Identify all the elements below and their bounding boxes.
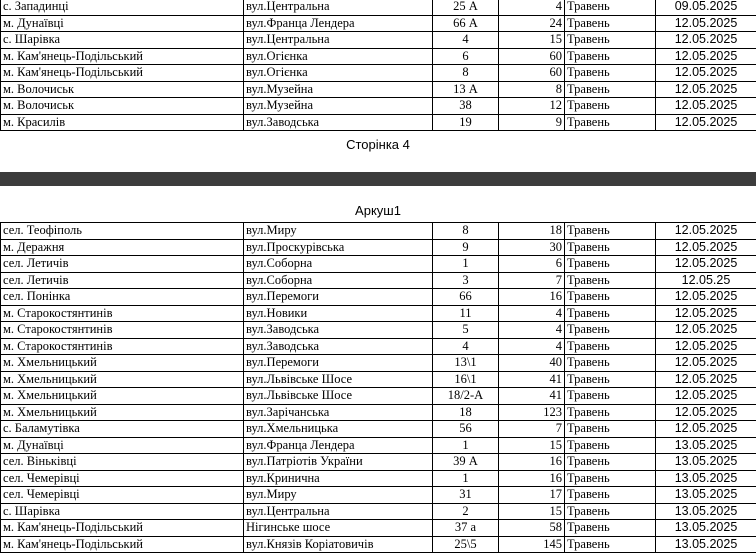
street-cell: вул.Соборна (244, 272, 433, 289)
apartment-cell: 60 (499, 48, 565, 65)
settlement-cell: м. Хмельницький (1, 404, 244, 421)
month-cell: Травень (565, 81, 656, 98)
month-cell: Травень (565, 487, 656, 504)
date-cell: 12.05.2025 (656, 256, 756, 273)
apartment-cell: 30 (499, 239, 565, 256)
settlement-cell: м. Кам'янець-Подільський (1, 65, 244, 82)
street-cell: вул.Огієнка (244, 65, 433, 82)
date-cell: 12.05.2025 (656, 388, 756, 405)
table-row (1, 98, 756, 115)
date-cell: 12.05.2025 (656, 239, 756, 256)
month-cell: Травень (565, 256, 656, 273)
date-cell: 12.05.2025 (656, 421, 756, 438)
table-row (1, 454, 756, 471)
street-cell: вул.Заводська (244, 114, 433, 131)
table-bottom (0, 222, 756, 553)
month-cell: Травень (565, 371, 656, 388)
street-cell: вул.Франца Лендера (244, 437, 433, 454)
date-cell: 12.05.2025 (656, 15, 756, 32)
month-cell: Травень (565, 223, 656, 240)
house-cell: 38 (433, 98, 499, 115)
date-cell: 12.05.2025 (656, 338, 756, 355)
house-cell: 8 (433, 65, 499, 82)
month-cell: Травень (565, 520, 656, 537)
apartment-cell: 40 (499, 355, 565, 372)
month-cell: Травень (565, 48, 656, 65)
settlement-cell: сел. Летичів (1, 256, 244, 273)
date-cell: 12.05.2025 (656, 32, 756, 49)
settlement-cell: сел. Теофіполь (1, 223, 244, 240)
street-cell: вул.Соборна (244, 256, 433, 273)
apartment-cell: 16 (499, 289, 565, 306)
page-top (0, 0, 756, 131)
table-row (1, 65, 756, 82)
date-cell: 13.05.2025 (656, 536, 756, 553)
apartment-cell: 145 (499, 536, 565, 553)
settlement-cell: м. Красилів (1, 114, 244, 131)
date-cell: 12.05.25 (656, 272, 756, 289)
street-cell: вул.Львівське Шосе (244, 388, 433, 405)
date-cell: 12.05.2025 (656, 289, 756, 306)
house-cell: 66 А (433, 15, 499, 32)
month-cell: Травень (565, 470, 656, 487)
table-row (1, 437, 756, 454)
house-cell: 8 (433, 223, 499, 240)
date-cell: 12.05.2025 (656, 48, 756, 65)
street-cell: Нігинське шосе (244, 520, 433, 537)
street-cell: вул.Заводська (244, 322, 433, 339)
table-row (1, 487, 756, 504)
street-cell: вул.Новики (244, 305, 433, 322)
table-row (1, 338, 756, 355)
house-cell: 31 (433, 487, 499, 504)
month-cell: Травень (565, 98, 656, 115)
apartment-cell: 41 (499, 388, 565, 405)
settlement-cell: с. Баламутівка (1, 421, 244, 438)
date-cell: 12.05.2025 (656, 65, 756, 82)
month-cell: Травень (565, 305, 656, 322)
table-row (1, 256, 756, 273)
table-row (1, 536, 756, 553)
date-cell: 13.05.2025 (656, 487, 756, 504)
apartment-cell: 41 (499, 371, 565, 388)
apartment-cell: 18 (499, 223, 565, 240)
apartment-cell: 8 (499, 81, 565, 98)
sheet-title: Аркуш1 (355, 203, 401, 218)
settlement-cell: м. Кам'янець-Подільський (1, 536, 244, 553)
table-row (1, 81, 756, 98)
settlement-cell: м. Кам'янець-Подільський (1, 520, 244, 537)
settlement-cell: с. Западинці (1, 0, 244, 15)
table-row (1, 289, 756, 306)
table-row (1, 421, 756, 438)
settlement-cell: м. Хмельницький (1, 388, 244, 405)
month-cell: Травень (565, 355, 656, 372)
house-cell: 16\1 (433, 371, 499, 388)
date-cell: 09.05.2025 (656, 0, 756, 15)
house-cell: 2 (433, 503, 499, 520)
house-cell: 25 А (433, 0, 499, 15)
table-row (1, 322, 756, 339)
month-cell: Травень (565, 0, 656, 15)
settlement-cell: м. Волочиськ (1, 81, 244, 98)
settlement-cell: с. Шарівка (1, 32, 244, 49)
month-cell: Травень (565, 322, 656, 339)
date-cell: 12.05.2025 (656, 114, 756, 131)
settlement-cell: сел. Чемерівці (1, 487, 244, 504)
month-cell: Травень (565, 289, 656, 306)
street-cell: вул.Проскурівська (244, 239, 433, 256)
apartment-cell: 58 (499, 520, 565, 537)
house-cell: 25\5 (433, 536, 499, 553)
house-cell: 18 (433, 404, 499, 421)
street-cell: вул.Огієнка (244, 48, 433, 65)
street-cell: вул.Центральна (244, 32, 433, 49)
month-cell: Травень (565, 272, 656, 289)
date-cell: 12.05.2025 (656, 322, 756, 339)
month-cell: Травень (565, 388, 656, 405)
street-cell: вул.Музейна (244, 81, 433, 98)
settlement-cell: м. Волочиськ (1, 98, 244, 115)
house-cell: 66 (433, 289, 499, 306)
street-cell: вул.Перемоги (244, 289, 433, 306)
street-cell: вул.Кринична (244, 470, 433, 487)
apartment-cell: 60 (499, 65, 565, 82)
house-cell: 5 (433, 322, 499, 339)
date-cell: 12.05.2025 (656, 98, 756, 115)
apartment-cell: 4 (499, 305, 565, 322)
table-row (1, 470, 756, 487)
table-row (1, 503, 756, 520)
date-cell: 12.05.2025 (656, 404, 756, 421)
month-cell: Травень (565, 454, 656, 471)
date-cell: 12.05.2025 (656, 355, 756, 372)
settlement-cell: м. Старокостянтинів (1, 305, 244, 322)
house-cell: 1 (433, 256, 499, 273)
table-row (1, 520, 756, 537)
apartment-cell: 6 (499, 256, 565, 273)
month-cell: Травень (565, 503, 656, 520)
settlement-cell: сел. Летичів (1, 272, 244, 289)
house-cell: 9 (433, 239, 499, 256)
month-cell: Травень (565, 65, 656, 82)
table-row (1, 305, 756, 322)
settlement-cell: сел. Чемерівці (1, 470, 244, 487)
page-separator (0, 172, 756, 186)
page-bottom (0, 222, 756, 553)
table-row (1, 0, 756, 15)
settlement-cell: м. Старокостянтинів (1, 338, 244, 355)
date-cell: 13.05.2025 (656, 503, 756, 520)
apartment-cell: 4 (499, 338, 565, 355)
table-row (1, 114, 756, 131)
house-cell: 1 (433, 470, 499, 487)
apartment-cell: 16 (499, 470, 565, 487)
settlement-cell: сел. Віньківці (1, 454, 244, 471)
apartment-cell: 7 (499, 421, 565, 438)
house-cell: 4 (433, 32, 499, 49)
house-cell: 13\1 (433, 355, 499, 372)
date-cell: 12.05.2025 (656, 223, 756, 240)
month-cell: Травень (565, 32, 656, 49)
table-top (0, 0, 756, 131)
street-cell: вул.Центральна (244, 0, 433, 15)
settlement-cell: м. Старокостянтинів (1, 322, 244, 339)
apartment-cell: 16 (499, 454, 565, 471)
street-cell: вул.Миру (244, 223, 433, 240)
table-row (1, 355, 756, 372)
street-cell: вул.Львівське Шосе (244, 371, 433, 388)
street-cell: вул.Зарічанська (244, 404, 433, 421)
table-row (1, 223, 756, 240)
apartment-cell: 7 (499, 272, 565, 289)
apartment-cell: 15 (499, 503, 565, 520)
house-cell: 1 (433, 437, 499, 454)
table-row (1, 404, 756, 421)
settlement-cell: м. Деражня (1, 239, 244, 256)
table-row (1, 371, 756, 388)
table-row (1, 239, 756, 256)
house-cell: 3 (433, 272, 499, 289)
apartment-cell: 17 (499, 487, 565, 504)
date-cell: 13.05.2025 (656, 437, 756, 454)
month-cell: Травень (565, 114, 656, 131)
house-cell: 13 А (433, 81, 499, 98)
month-cell: Травень (565, 404, 656, 421)
apartment-cell: 15 (499, 437, 565, 454)
date-cell: 12.05.2025 (656, 81, 756, 98)
apartment-cell: 4 (499, 0, 565, 15)
date-cell: 13.05.2025 (656, 470, 756, 487)
house-cell: 37 а (433, 520, 499, 537)
month-cell: Травень (565, 338, 656, 355)
street-cell: вул.Патріотів України (244, 454, 433, 471)
settlement-cell: сел. Понінка (1, 289, 244, 306)
settlement-cell: м. Хмельницький (1, 371, 244, 388)
settlement-cell: м. Дунаївці (1, 15, 244, 32)
month-cell: Травень (565, 15, 656, 32)
settlement-cell: с. Шарівка (1, 503, 244, 520)
apartment-cell: 15 (499, 32, 565, 49)
table-row (1, 32, 756, 49)
date-cell: 13.05.2025 (656, 454, 756, 471)
month-cell: Травень (565, 437, 656, 454)
street-cell: вул.Музейна (244, 98, 433, 115)
table-row (1, 272, 756, 289)
date-cell: 12.05.2025 (656, 305, 756, 322)
street-cell: вул.Князів Коріатовичів (244, 536, 433, 553)
table-row (1, 15, 756, 32)
street-cell: вул.Франца Лендера (244, 15, 433, 32)
month-cell: Травень (565, 239, 656, 256)
settlement-cell: м. Кам'янець-Подільський (1, 48, 244, 65)
apartment-cell: 9 (499, 114, 565, 131)
house-cell: 19 (433, 114, 499, 131)
page-number-label: Сторінка 4 (346, 137, 410, 152)
house-cell: 56 (433, 421, 499, 438)
apartment-cell: 4 (499, 322, 565, 339)
house-cell: 39 А (433, 454, 499, 471)
street-cell: вул.Миру (244, 487, 433, 504)
settlement-cell: м. Дунаївці (1, 437, 244, 454)
month-cell: Травень (565, 536, 656, 553)
date-cell: 13.05.2025 (656, 520, 756, 537)
table-row (1, 48, 756, 65)
house-cell: 4 (433, 338, 499, 355)
apartment-cell: 12 (499, 98, 565, 115)
street-cell: вул.Центральна (244, 503, 433, 520)
house-cell: 18/2-А (433, 388, 499, 405)
apartment-cell: 24 (499, 15, 565, 32)
settlement-cell: м. Хмельницький (1, 355, 244, 372)
street-cell: вул.Перемоги (244, 355, 433, 372)
apartment-cell: 123 (499, 404, 565, 421)
house-cell: 6 (433, 48, 499, 65)
date-cell: 12.05.2025 (656, 371, 756, 388)
table-row (1, 388, 756, 405)
street-cell: вул.Хмельницька (244, 421, 433, 438)
house-cell: 11 (433, 305, 499, 322)
street-cell: вул.Заводська (244, 338, 433, 355)
month-cell: Травень (565, 421, 656, 438)
